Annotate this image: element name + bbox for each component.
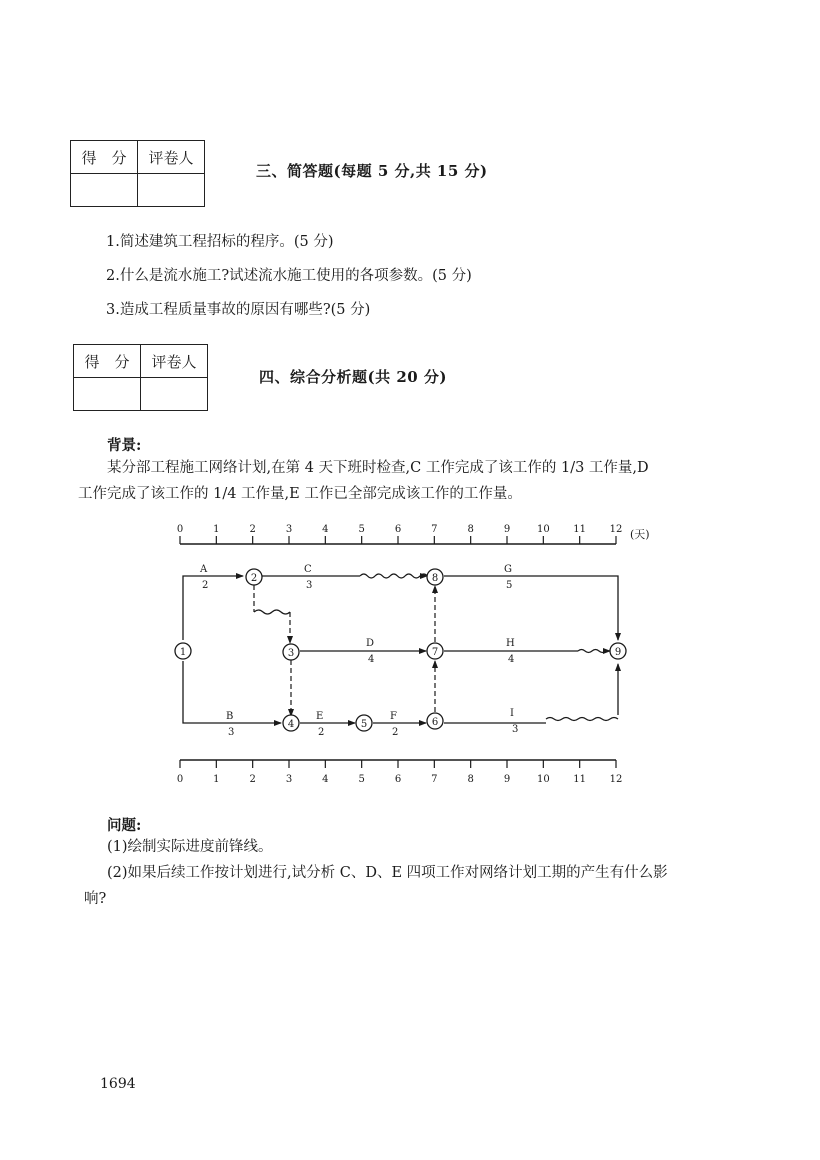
arrow-g xyxy=(444,576,618,640)
section3-title: 三、简答题(每题 5 分,共 15 分) xyxy=(256,162,488,180)
top-scale-tick-label: 12 xyxy=(609,524,623,535)
node-2 xyxy=(246,569,262,585)
bottom-scale-tick-label: 1 xyxy=(213,774,220,785)
score-header: 得 分 xyxy=(71,141,138,174)
section4-title: 四、综合分析题(共 20 分) xyxy=(259,368,448,386)
bottom-scale-tick-label: 10 xyxy=(536,774,550,785)
top-scale-tick-label: 2 xyxy=(249,524,256,535)
bottom-scale-tick-label: 9 xyxy=(503,774,511,785)
question-1: (1)绘制实际进度前锋线。 xyxy=(107,839,273,855)
activity-label-f: F xyxy=(390,711,397,722)
activity-duration-b: 3 xyxy=(228,727,235,738)
activity-label-h: H xyxy=(506,638,515,649)
arrow-c-free-float xyxy=(360,574,428,578)
svg-text:6: 6 xyxy=(431,717,439,728)
top-scale-tick-label: 7 xyxy=(431,524,438,535)
node-9 xyxy=(610,643,626,659)
grader-cell[interactable] xyxy=(141,378,208,411)
svg-text:4: 4 xyxy=(287,719,295,730)
score-table-1 xyxy=(70,140,205,207)
score-cell[interactable] xyxy=(71,174,138,207)
bottom-scale-tick-label: 3 xyxy=(285,774,293,785)
node-1 xyxy=(175,643,191,659)
activity-duration-a: 2 xyxy=(202,580,209,591)
bottom-scale-tick-label: 7 xyxy=(431,774,438,785)
activity-duration-f: 2 xyxy=(392,727,399,738)
score-cell[interactable] xyxy=(74,378,141,411)
activity-label-e: E xyxy=(316,711,324,722)
bottom-scale-tick-label: 12 xyxy=(609,774,623,785)
bottom-scale-tick-label: 4 xyxy=(322,774,329,785)
section3-question-1: 1.简述建筑工程招标的程序。(5 分) xyxy=(106,234,334,250)
node-3 xyxy=(283,644,299,660)
top-scale-tick-label: 5 xyxy=(358,524,365,535)
svg-text:7: 7 xyxy=(431,647,439,658)
section3-question-2: 2.什么是流水施工?试述流水施工使用的各项参数。(5 分) xyxy=(106,268,472,284)
background-line-1: 某分部工程施工网络计划,在第 4 天下班时检查,C 工作完成了该工作的 1/3 工作量,D xyxy=(107,460,649,476)
questions-label: 问题: xyxy=(107,817,142,834)
bottom-scale-tick-label: 6 xyxy=(394,774,402,785)
svg-text:1: 1 xyxy=(179,647,187,658)
page-number: 1694 xyxy=(100,1076,136,1092)
top-scale-tick-label: 4 xyxy=(322,524,329,535)
bottom-scale-tick-label: 8 xyxy=(467,774,474,785)
node-7 xyxy=(427,643,443,659)
question-2-line-1: (2)如果后续工作按计划进行,试分析 C、D、E 四项工作对网络计划工期的产生有什么影 xyxy=(107,865,668,881)
svg-text:9: 9 xyxy=(614,647,622,658)
section3-question-3: 3.造成工程质量事故的原因有哪些?(5 分) xyxy=(106,302,371,318)
activity-label-i: I xyxy=(510,708,514,719)
bottom-scale-tick-label: 2 xyxy=(249,774,256,785)
activity-label-c: C xyxy=(304,564,312,575)
top-scale-tick-label: 9 xyxy=(503,524,511,535)
activity-duration-h: 4 xyxy=(508,654,515,665)
grader-header: 评卷人 xyxy=(138,141,205,174)
top-scale-tick-label: 11 xyxy=(573,524,587,535)
activity-label-g: G xyxy=(504,564,512,575)
question-2-line-2: 响? xyxy=(84,891,107,907)
bottom-scale-tick-label: 5 xyxy=(358,774,365,785)
svg-text:3: 3 xyxy=(287,648,295,659)
node-6 xyxy=(427,713,443,729)
grader-header: 评卷人 xyxy=(141,345,208,378)
background-label: 背景: xyxy=(107,437,142,454)
activity-duration-g: 5 xyxy=(506,580,513,591)
bottom-scale-tick-label: 0 xyxy=(176,774,184,785)
grader-cell[interactable] xyxy=(138,174,205,207)
node-4 xyxy=(283,715,299,731)
score-table-2 xyxy=(73,344,208,411)
bottom-scale-tick-label: 11 xyxy=(573,774,587,785)
dummy-2-3-wave xyxy=(254,610,290,614)
node-8 xyxy=(427,569,443,585)
scale-unit-label: (天) xyxy=(630,528,650,541)
svg-text:8: 8 xyxy=(431,573,439,584)
arrow-h-free-float xyxy=(578,650,606,653)
top-scale-tick-label: 10 xyxy=(536,524,550,535)
svg-text:2: 2 xyxy=(250,573,258,584)
top-scale-tick-label: 0 xyxy=(176,524,184,535)
arrow-a xyxy=(183,576,243,640)
background-line-2: 工作完成了该工作的 1/4 工作量,E 工作已全部完成该工作的工作量。 xyxy=(78,486,522,502)
network-diagram xyxy=(0,510,820,800)
activity-duration-e: 2 xyxy=(318,727,325,738)
top-scale-tick-label: 1 xyxy=(213,524,220,535)
activity-label-d: D xyxy=(366,638,375,649)
activity-duration-i: 3 xyxy=(512,724,519,735)
activity-duration-d: 4 xyxy=(368,654,375,665)
top-scale-tick-label: 8 xyxy=(467,524,474,535)
score-header: 得 分 xyxy=(74,345,141,378)
arrow-i-free-float xyxy=(546,718,618,721)
activity-duration-c: 3 xyxy=(306,580,313,591)
node-5 xyxy=(356,715,372,731)
activity-label-b: B xyxy=(226,711,234,722)
top-scale-tick-label: 3 xyxy=(285,524,293,535)
activity-label-a: A xyxy=(200,564,208,575)
svg-text:5: 5 xyxy=(360,719,368,730)
top-scale-tick-label: 6 xyxy=(394,524,402,535)
